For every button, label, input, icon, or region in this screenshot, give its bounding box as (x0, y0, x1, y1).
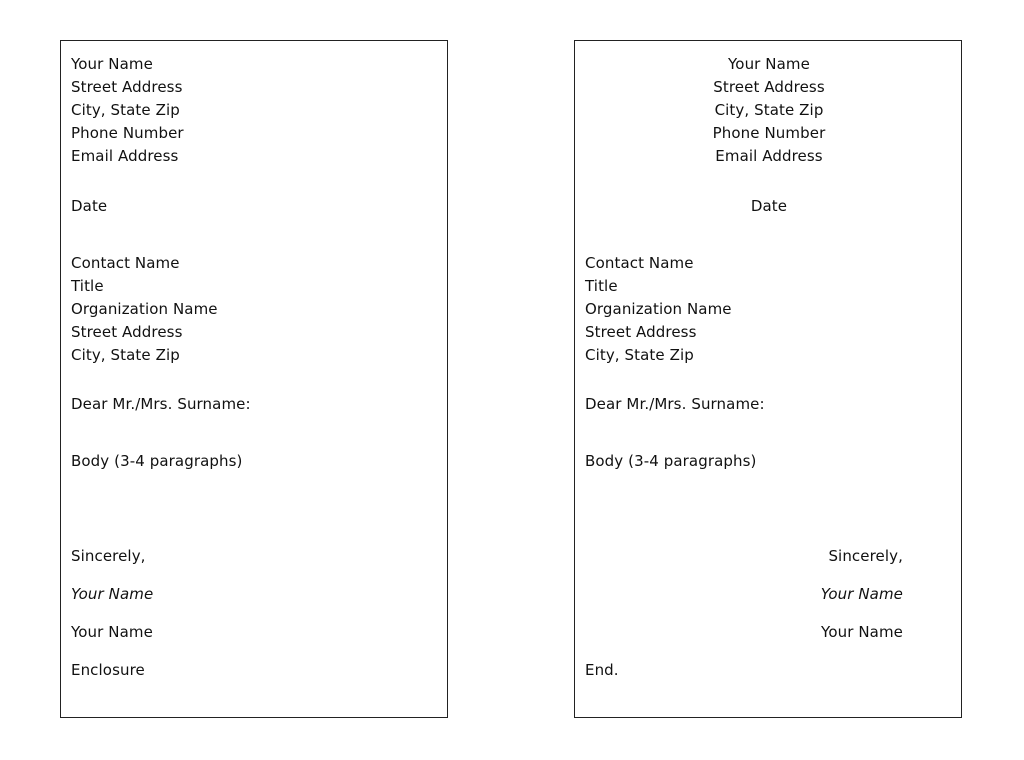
letter-body: Body (3-4 paragraphs) (585, 452, 757, 470)
typed-name: Your Name (821, 623, 903, 641)
recipient-street: Street Address (71, 323, 183, 341)
letter-body: Body (3-4 paragraphs) (71, 452, 243, 470)
letter-block-format (60, 40, 448, 718)
enclosure-line: End. (585, 661, 619, 679)
recipient-name: Contact Name (585, 254, 694, 272)
recipient-organization: Organization Name (585, 300, 732, 318)
sender-city: City, State Zip (71, 101, 180, 119)
recipient-city: City, State Zip (585, 346, 694, 364)
sender-phone: Phone Number (71, 124, 184, 142)
letter-date: Date (750, 197, 788, 215)
recipient-name: Contact Name (71, 254, 180, 272)
recipient-title: Title (585, 277, 618, 295)
recipient-city: City, State Zip (71, 346, 180, 364)
sender-email: Email Address (71, 147, 179, 165)
closing: Sincerely, (828, 547, 903, 565)
letter-modified-block-format (574, 40, 962, 718)
sender-name: Your Name (728, 55, 810, 73)
sender-email: Email Address (715, 147, 823, 165)
sender-street: Street Address (713, 78, 825, 96)
letter-date: Date (71, 197, 108, 215)
salutation: Dear Mr./Mrs. Surname: (585, 395, 765, 413)
typed-name: Your Name (71, 623, 153, 641)
recipient-title: Title (71, 277, 104, 295)
closing: Sincerely, (71, 547, 146, 565)
recipient-street: Street Address (585, 323, 697, 341)
signature: Your Name (820, 585, 903, 603)
salutation: Dear Mr./Mrs. Surname: (71, 395, 251, 413)
sender-street: Street Address (71, 78, 183, 96)
enclosure-line: Enclosure (71, 661, 145, 679)
sender-phone: Phone Number (712, 124, 826, 142)
signature: Your Name (71, 585, 154, 603)
recipient-organization: Organization Name (71, 300, 218, 318)
sender-name: Your Name (71, 55, 153, 73)
sender-city: City, State Zip (714, 101, 824, 119)
